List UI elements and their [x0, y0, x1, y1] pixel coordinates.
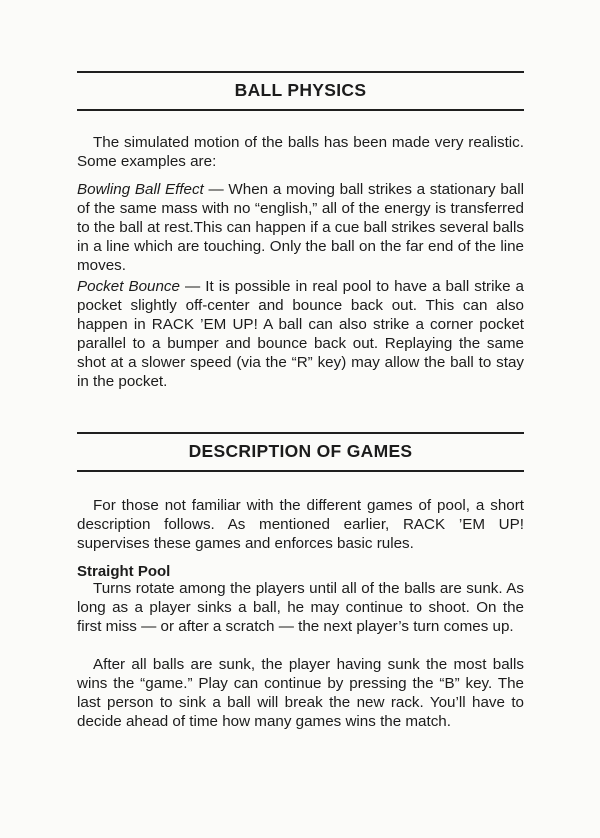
- bowling-ball-term: Bowling Ball Effect: [77, 181, 204, 198]
- bowling-ball-paragraph: [77, 180, 524, 275]
- rule-bottom-games: [77, 470, 524, 472]
- ball-physics-intro: The simulated motion of the balls has been made very realistic. Some examples are:: [77, 134, 524, 170]
- bowling-ball-text: — When a moving ball strikes a stationary ball of the same mass with no “english,” all of the energy is transferred to the ball at rest.This can happen if a cue ball strikes several balls in a line which are touching. Only the ball on the far end of the line moves.: [77, 181, 525, 274]
- ball-physics-heading: BALL PHYSICS: [234, 80, 367, 100]
- pocket-bounce-term: Pocket Bounce: [77, 278, 180, 295]
- straight-pool-paragraph-1: Turns rotate among the players until all of the balls are sunk. As long as a player sinks a ball, he may continue to shoot. On the first miss — or after a scratch — the next player’s turn comes up.: [77, 580, 524, 635]
- rule-bottom-ball-physics: [77, 109, 524, 111]
- games-intro: For those not familiar with the different games of pool, a short description follows. As mentioned earlier, RACK ’EM UP! supervises these games and enforces basic rules.: [77, 497, 524, 552]
- straight-pool-heading: Straight Pool: [77, 563, 171, 580]
- straight-pool-paragraph-2: After all balls are sunk, the player having sunk the most balls wins the “game.” Play can continue by pressing the “B” key. The last person to sink a ball will break the new rack. You’ll have to decide ahead of time how many games wins the match.: [77, 656, 524, 730]
- rule-top-ball-physics: [77, 71, 524, 73]
- description-of-games-heading: DESCRIPTION OF GAMES: [188, 441, 413, 461]
- pocket-bounce-text: — It is possible in real pool to have a ball strike a pocket slightly off-center and bounce back out. This can also happen in RACK ’EM UP! A ball can also strike a corner pocket parallel to a bumper and bounce back out. Replaying the same shot at a slower speed (via the “R” key) may allow the ball to stay in the pocket.: [77, 278, 524, 390]
- rule-top-games: [77, 432, 524, 434]
- pocket-bounce-paragraph: [77, 277, 524, 391]
